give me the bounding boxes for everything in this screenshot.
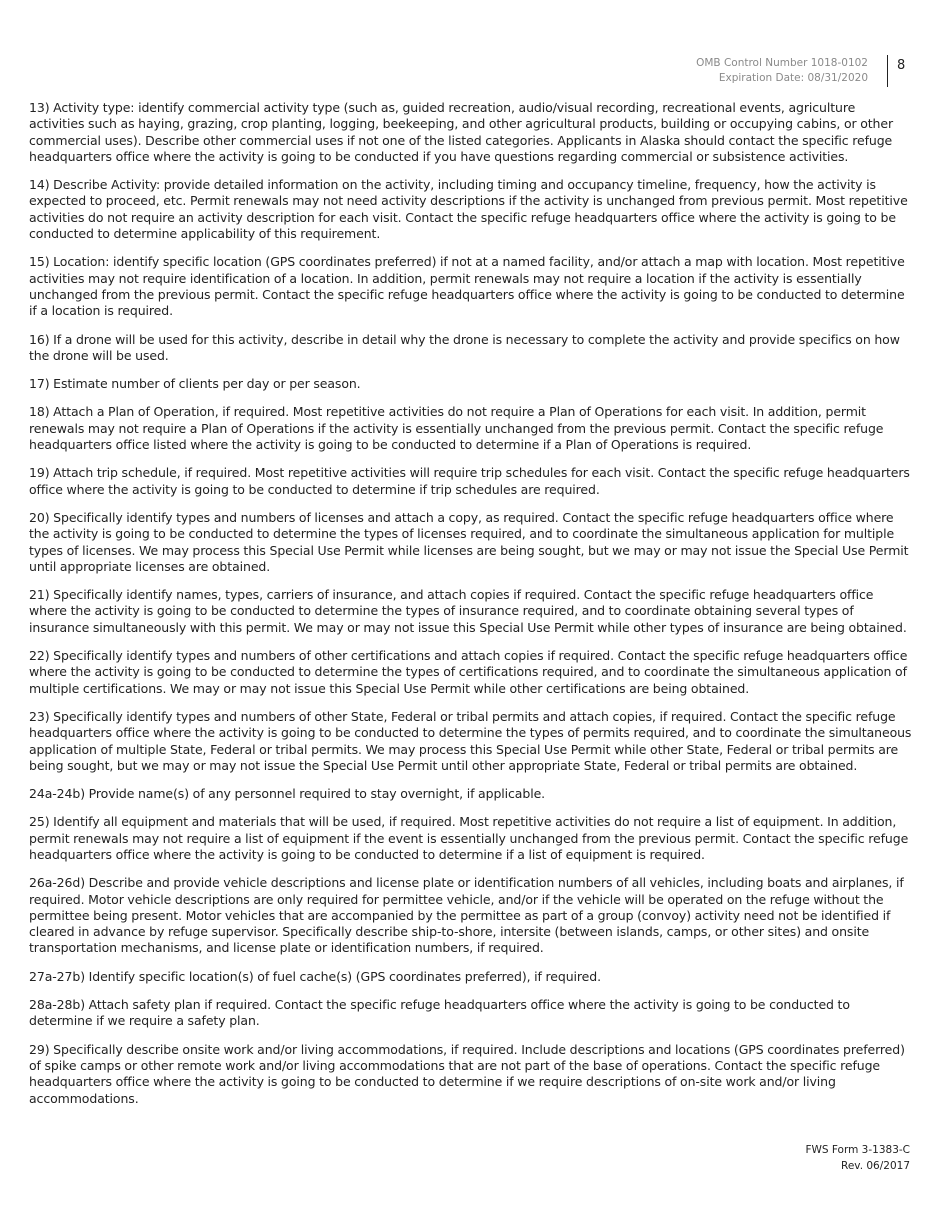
instructions-list bbox=[29, 100, 913, 1119]
instruction-26-vehicles: 26a-26d) Describe and provide vehicle descriptions and license plate or identification numbers of all vehicles, including boats and airplanes, if required. Motor vehicle descriptions are only required for permittee vehicle, and/or if the vehicle will be operated on the refuge without the permittee being present. Motor vehicles that are accompanied by the permittee as part of a group (convoy) activity need not be identified if cleared in advance by refuge supervisor. Specifically describe ship-to-shore, intersite (between islands, camps, or other sites) and onsite transportation mechanisms, and license plate or identification numbers, if required. bbox=[29, 875, 904, 956]
instruction-13-activity-type: 13) Activity type: identify commercial activity type (such as, guided recreation, audio/visual recording, recreational events, agriculture activities such as haying, grazing, crop planting, logging, beekeeping, and other agricultural products, building or occupying cabins, or other commercial uses). Describe other commercial uses if not one of the listed categories. Applicants in Alaska should contact the specific refuge headquarters office where the activity is going to be conducted if you have questions regarding commercial or subsistence activities. bbox=[29, 100, 894, 164]
instruction-28-safety-plan: 28a-28b) Attach safety plan if required. Contact the specific refuge headquarters office where the activity is going to be conducted to determine if we require a safety plan. bbox=[29, 997, 850, 1029]
instruction-16-drone: 16) If a drone will be used for this activity, describe in detail why the drone is necessary to complete the activity and provide specifics on how the drone will be used. bbox=[29, 331, 900, 363]
page-header bbox=[696, 56, 868, 86]
instruction-14-describe-activity: 14) Describe Activity: provide detailed information on the activity, including timing and occupancy timeline, frequency, how the activity is expected to proceed, etc. Permit renewals may not need activity descriptions if the activity is unchanged from previous permit. Most repetitive activities do not require an activity description for each visit. Contact the specific refuge headquarters office where the activity is going to be conducted to determine applicability of this requirement. bbox=[29, 177, 908, 242]
instruction-22-certifications: 22) Specifically identify types and numbers of other certifications and attach copies if required. Contact the specific refuge headquarters office where the activity is going to be conducted to determine the types of certifications required, and to coordinate the simultaneous application of multiple certifications. We may or may not issue this Special Use Permit while other certifications are being obtained. bbox=[29, 648, 908, 696]
instruction-29-accommodations: 29) Specifically describe onsite work and/or living accommodations, if required. Include descriptions and locations (GPS coordinates preferred) of spike camps or other remote work and/or living accommodations that are not part of the base of operations. Contact the specific refuge headquarters office where the activity is going to be conducted to determine if we require descriptions of on-site work and/or living accommodations. bbox=[29, 1041, 905, 1106]
instruction-20-licenses: 20) Specifically identify types and numbers of licenses and attach a copy, as required. Contact the specific refuge headquarters office where the activity is going to be conducted to determine the types of licenses required, and to coordinate the simultaneous application for multiple types of licenses. We may process this Special Use Permit while licenses are being sought, but we may or may not issue the Special Use Permit until appropriate licenses are obtained. bbox=[29, 509, 909, 574]
page-number: 8 bbox=[897, 58, 906, 73]
instruction-24-personnel: 24a-24b) Provide name(s) of any personnel required to stay overnight, if applicable. bbox=[29, 786, 546, 802]
page-footer bbox=[805, 1143, 910, 1174]
instruction-17-clients: 17) Estimate number of clients per day or per season. bbox=[29, 376, 361, 392]
instruction-18-plan-of-operation: 18) Attach a Plan of Operation, if required. Most repetitive activities do not require a Plan of Operations for each visit. In addition, permit renewals may not require a Plan of Operations if the activity is essentially unchanged from the previous permit. Contact the specific refuge headquarters office listed where the activity is going to be conducted to determine if a Plan of Operations is required. bbox=[29, 404, 884, 453]
instruction-25-equipment: 25) Identify all equipment and materials that will be used, if required. Most repetitive activities do not require a list of equipment. In addition, permit renewals may not require a list of equipment if the event is essentially unchanged from the previous permit. Contact the specific refuge headquarters office where the activity is going to be conducted to determine if a list of equipment is required. bbox=[29, 814, 909, 862]
header-divider bbox=[887, 55, 888, 87]
form-number: FWS Form 3-1383-C bbox=[805, 1144, 910, 1156]
instruction-21-insurance: 21) Specifically identify names, types, carriers of insurance, and attach copies if required. Contact the specific refuge headquarters office where the activity is going to be conducted to determine the types of insurance required, and to coordinate obtaining several types of insurance simultaneously with this permit. We may or may not issue this Special Use Permit while other types of insurance are being obtained. bbox=[29, 587, 907, 635]
instruction-23-permits: 23) Specifically identify types and numbers of other State, Federal or tribal permits and attach copies, if required. Contact the specific refuge headquarters office where the activity is going to be conducted to determine the types of permits required, and to coordinate the simultaneous application of multiple State, Federal or tribal permits. We may process this Special Use Permit while other State, Federal or tribal permits are being sought, but we may or may not issue the Special Use Permit until other appropriate State, Federal or tribal permits are obtained. bbox=[29, 708, 912, 773]
instruction-15-location: 15) Location: identify specific location (GPS coordinates preferred) if not at a named facility, and/or attach a map with location. Most repetitive activities may not require identification of a location. In addition, permit renewals may not require a location if the activity is essentially unchanged from the previous permit. Contact the specific refuge headquarters office where the activity is going to be conducted to determine if a location is required. bbox=[29, 254, 905, 319]
instruction-27-fuel-cache: 27a-27b) Identify specific location(s) of fuel cache(s) (GPS coordinates preferred), if required. bbox=[29, 968, 601, 984]
omb-control-number: OMB Control Number 1018-0102 bbox=[696, 57, 868, 69]
instruction-19-trip-schedule: 19) Attach trip schedule, if required. Most repetitive activities will require trip schedules for each visit. Contact the specific refuge headquarters office where the activity is going to be conducted to determine if trip schedules are required. bbox=[29, 465, 910, 497]
form-revision: Rev. 06/2017 bbox=[841, 1159, 910, 1172]
expiration-date: Expiration Date: 08/31/2020 bbox=[718, 72, 868, 84]
